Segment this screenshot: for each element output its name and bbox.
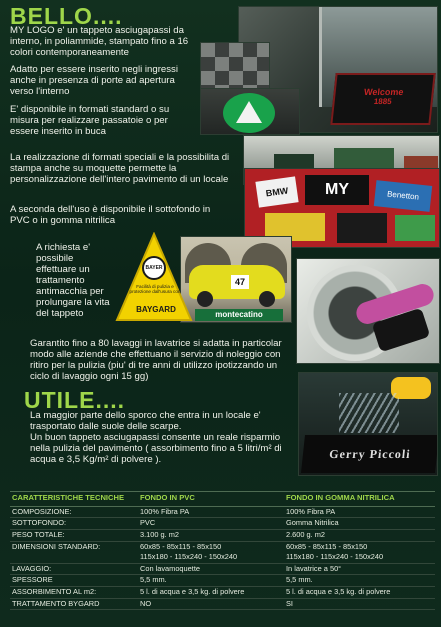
table-row [10, 575, 435, 587]
collage-mat [337, 213, 387, 243]
table-header-gomma: FONDO IN GOMMA NITRILICA [286, 493, 395, 502]
table-cell-gomma: 5 l. di acqua e 3,5 kg. di polvere [286, 586, 391, 596]
technical-specs-table [10, 491, 435, 610]
table-cell-pvc: 5 l. di acqua e 3,5 kg. di polvere [140, 586, 245, 596]
table-cell-label: PESO TOTALE: [12, 529, 65, 539]
table-cell-label [10, 553, 140, 562]
table-header-row [10, 492, 435, 507]
table-cell-gomma: 2.600 g. m2 [286, 529, 326, 539]
table-cell-pvc: PVC [140, 518, 156, 528]
paragraph-lavaggi: Garantito fino a 80 lavaggi in lavatrice si adatta in particolar modo alle aziende che effettuano il servizio di noleggio con ritiro per la pulizia (piu' di tre anni di utilizzo ipotizzando un ciclo di lavaggio ogni 15 gg) [30, 338, 282, 382]
heading-utile: UTILE.... [24, 387, 125, 413]
table-cell-gomma: 5,5 mm. [286, 575, 313, 585]
car-wheel [259, 291, 275, 307]
table-cell-gomma: 100% Fibra PA [286, 506, 336, 516]
car-wheel [197, 291, 213, 307]
table-cell-pvc: 60x85 - 85x115 - 85x150 [140, 541, 222, 551]
table-cell-gomma: 115x180 - 115x240 - 150x240 [286, 552, 384, 562]
table-cell-label: LAVAGGIO: [12, 563, 52, 573]
baygard-badge [115, 232, 193, 324]
welcome-mat: Welcome 1885 [330, 73, 435, 125]
triangle-logo-mat [223, 93, 275, 133]
car-number: 47 [231, 275, 249, 289]
heading-bello: BELLO.... [10, 3, 123, 29]
table-cell-gomma: SI [286, 598, 293, 608]
table-cell-label: DIMENSIONI STANDARD: [12, 541, 101, 551]
intro-paragraph: MY LOGO e' un tappeto asciugapassi da interno, in poliammide, stampato fino a 16 colori contemporaneamente [10, 25, 189, 58]
paragraph-risparmio: Un buon tappeto asciugapassi consente un reale risparmio nella pulizia del pavimento ( assorbimento fino a 5 litri/m² di acqua e 3,5 Kg/m² di polvere ). [30, 432, 282, 465]
table-header-characteristics: CARATTERISTICHE TECNICHE [12, 493, 125, 502]
photo-watering-mat [298, 372, 438, 476]
collage-mat: Benetton [374, 180, 432, 212]
photo-floor-logo [200, 88, 300, 135]
baygard-wordmark: BAYGARD [136, 305, 176, 314]
table-cell-label: SOTTOFONDO: [12, 518, 67, 528]
table-header-pvc: FONDO IN PVC [140, 493, 195, 502]
table-cell-pvc: 100% Fibra PA [140, 506, 190, 516]
paragraph-inserimento: Adatto per essere inserito negli ingressi anche in presenza di porte ad apertura verso l'interno [10, 64, 178, 97]
table-cell-pvc: 5,5 mm. [140, 575, 167, 585]
table-row [10, 599, 435, 611]
paragraph-moquette: La realizzazione di formati speciali e la possibilita di stampa anche su moquette permette la personalizzazione dell'intero pavimento di un locale [10, 152, 230, 185]
bayer-caption: Facilità di pulizia e protezione dall'usura con [129, 284, 181, 295]
table-cell-pvc: Con lavamoquette [140, 563, 200, 573]
photo-rally-car [180, 236, 292, 323]
table-cell-pvc: 115x180 - 115x240 - 150x240 [140, 552, 238, 562]
table-cell-pvc: NO [140, 598, 152, 608]
table-row [10, 507, 435, 519]
water-spray [339, 393, 399, 433]
table-cell-label: ASSORBIMENTO AL m2: [12, 586, 97, 596]
paragraph-sporco: La maggior parte dello sporco che entra in un locale e' trasportato dalle suole delle scarpe. [30, 410, 261, 432]
table-row [10, 587, 435, 599]
table-cell-pvc: 3.100 g. m2 [140, 529, 180, 539]
table-row [10, 542, 435, 553]
table-cell-gomma: In lavatrice a 50° [286, 563, 342, 573]
triangle-logo-icon [236, 101, 262, 123]
paragraph-antimacchia: A richiesta e' possibile effettuare un trattamento antimacchia per prolungare la vita del tappeto [36, 242, 110, 319]
table-cell-label: COMPOSIZIONE: [12, 506, 72, 516]
collage-mat: BMW [255, 176, 298, 207]
paragraph-sottofondo: A seconda dell'uso è disponibile il sottofondo in PVC o in gomma nitrilica [10, 204, 211, 226]
collage-mat [395, 215, 435, 241]
table-cell-gomma: Gomma Nitrilica [286, 518, 339, 528]
gerry-piccoli-mat: Gerry Piccoli [301, 435, 438, 473]
montecatino-mat: montecatino [195, 309, 283, 321]
table-row [10, 564, 435, 576]
table-cell-label: TRATTAMENTO BYGARD [12, 598, 100, 608]
table-cell-label: SPESSORE [12, 575, 53, 585]
bayer-logo-icon: BAYER [142, 256, 166, 280]
paragraph-formati: E' disponibile in formati standard o su misura per realizzare passatoie o per essere inserito in buca [10, 104, 170, 137]
photo-washing-machine [296, 258, 440, 364]
table-row [10, 518, 435, 530]
collage-mat: MY [305, 175, 369, 205]
table-cell-gomma: 60x85 - 85x115 - 85x150 [286, 541, 368, 551]
table-row [10, 552, 435, 564]
table-row [10, 530, 435, 542]
table-body [10, 507, 435, 610]
